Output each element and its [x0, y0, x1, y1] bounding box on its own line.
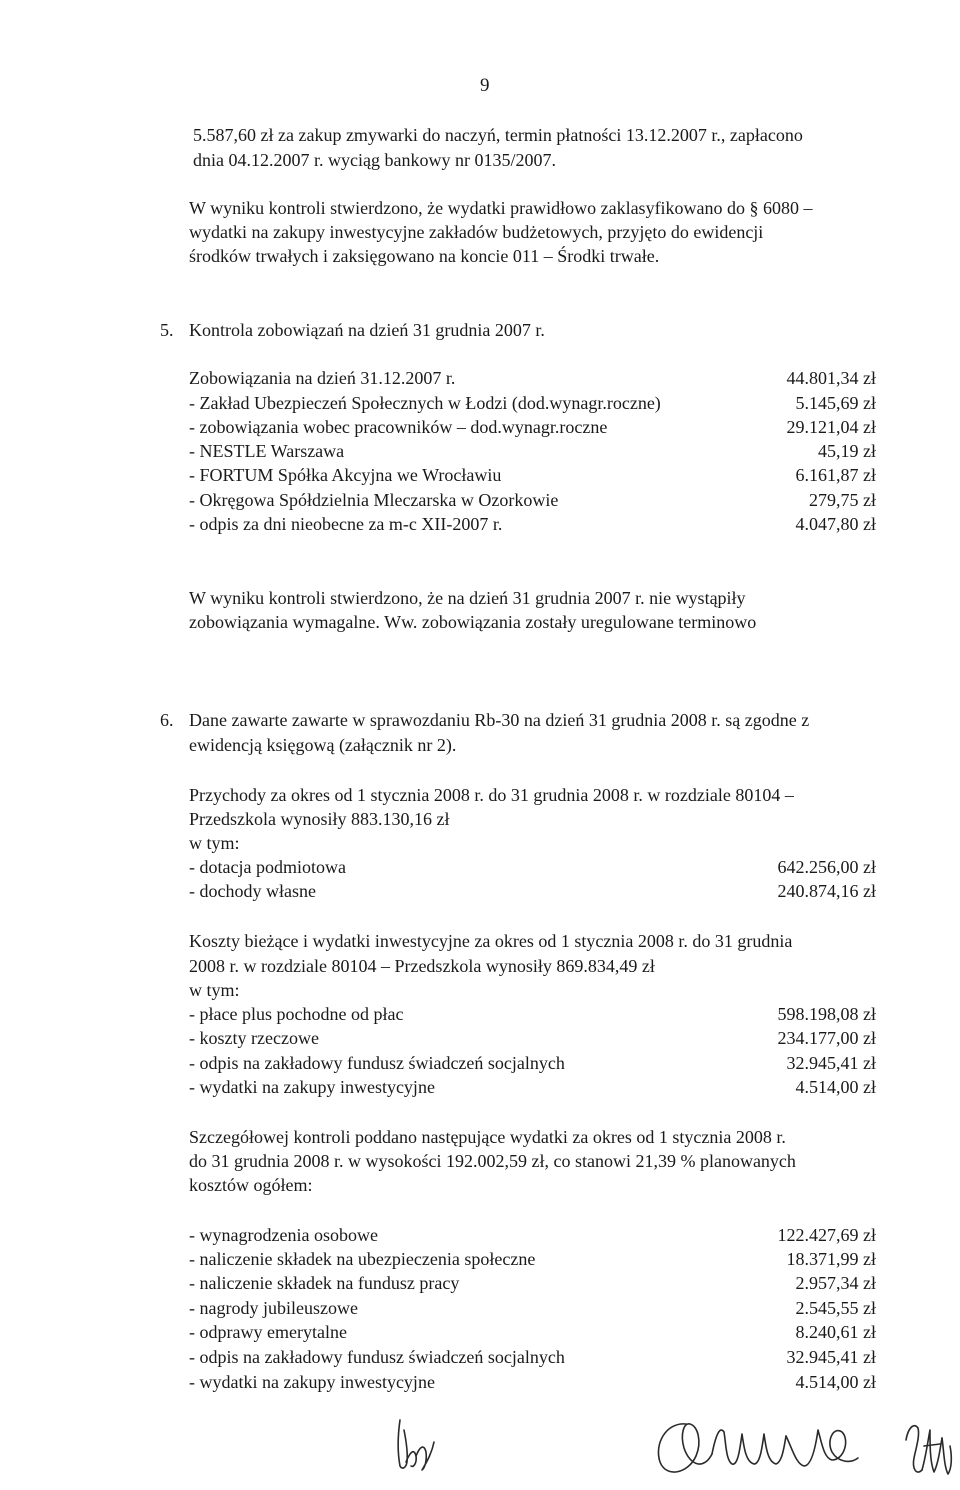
liability-amount: 44.801,34 zł [786, 368, 876, 388]
liability-label: - Okręgowa Spółdzielnia Mleczarska w Ozorkowie [189, 490, 559, 510]
income-line-1: Przychody za okres od 1 stycznia 2008 r. do 31 grudnia 2008 r. w rozdziale 80104 – [189, 785, 794, 805]
liability-amount: 279,75 zł [809, 490, 876, 510]
section-6-number: 6. [160, 710, 174, 730]
income-amount: 240.874,16 zł [777, 881, 876, 901]
detail-amount: 2.957,34 zł [795, 1273, 876, 1293]
income-wtym: w tym: [189, 833, 240, 853]
cost-amount: 598.198,08 zł [777, 1004, 876, 1024]
detail-label: - odpis na zakładowy fundusz świadczeń socjalnych [189, 1347, 565, 1367]
paragraph-1-line-3: środków trwałych i zaksięgowano na koncie 011 – Środki trwałe. [189, 246, 660, 266]
detail-amount: 2.545,55 zł [795, 1298, 876, 1318]
liability-label: - zobowiązania wobec pracowników – dod.wynagr.roczne [189, 417, 608, 437]
detail-amount: 4.514,00 zł [795, 1372, 876, 1392]
cost-label: - koszty rzeczowe [189, 1028, 319, 1048]
paragraph-1-line-1: W wyniku kontroli stwierdzono, że wydatki prawidłowo zaklasyfikowano do § 6080 – [189, 198, 813, 218]
signature-initials-left [392, 1412, 442, 1474]
section-5-heading: Kontrola zobowiązań na dzień 31 grudnia 2007 r. [189, 320, 545, 340]
section-5-conclusion-line-1: W wyniku kontroli stwierdzono, że na dzień 31 grudnia 2007 r. nie wystąpiły [189, 588, 746, 608]
detail-amount: 32.945,41 zł [786, 1347, 876, 1367]
liability-amount: 45,19 zł [818, 441, 876, 461]
costs-wtym: w tym: [189, 980, 240, 1000]
liability-label: - NESTLE Warszawa [189, 441, 345, 461]
liability-amount: 4.047,80 zł [795, 514, 876, 534]
section-5-number: 5. [160, 320, 174, 340]
cost-amount: 32.945,41 zł [786, 1053, 876, 1073]
costs-line-2: 2008 r. w rozdziale 80104 – Przedszkola wynosiły 869.834,49 zł [189, 956, 655, 976]
income-line-2: Przedszkola wynosiły 883.130,16 zł [189, 809, 450, 829]
cost-label: - wydatki na zakupy inwestycyjne [189, 1077, 435, 1097]
costs-line-1: Koszty bieżące i wydatki inwestycyjne za okres od 1 stycznia 2008 r. do 31 grudnia [189, 931, 793, 951]
cost-label: - płace plus pochodne od płac [189, 1004, 404, 1024]
detail-amount: 18.371,99 zł [786, 1249, 876, 1269]
detail-label: - wydatki na zakupy inwestycyjne [189, 1372, 435, 1392]
liability-label: - odpis za dni nieobecne za m-c XII-2007 r. [189, 514, 503, 534]
income-label: - dochody własne [189, 881, 316, 901]
detail-line-1: Szczegółowej kontroli poddano następujące wydatki za okres od 1 stycznia 2008 r. [189, 1127, 786, 1147]
detail-label: - wynagrodzenia osobowe [189, 1225, 378, 1245]
liability-amount: 5.145,69 zł [795, 393, 876, 413]
liability-label: - Zakład Ubezpieczeń Społecznych w Łodzi (dod.wynagr.roczne) [189, 393, 661, 413]
cost-label: - odpis na zakładowy fundusz świadczeń socjalnych [189, 1053, 565, 1073]
section-6-line-1: Dane zawarte zawarte w sprawozdaniu Rb-30 na dzień 31 grudnia 2008 r. są zgodne z [189, 710, 810, 730]
income-amount: 642.256,00 zł [777, 857, 876, 877]
detail-line-3: kosztów ogółem: [189, 1175, 313, 1195]
section-6-line-2: ewidencją księgową (załącznik nr 2). [189, 735, 457, 755]
income-label: - dotacja podmiotowa [189, 857, 346, 877]
detail-label: - nagrody jubileuszowe [189, 1298, 358, 1318]
detail-label: - naliczenie składek na ubezpieczenia społeczne [189, 1249, 536, 1269]
liability-label: Zobowiązania na dzień 31.12.2007 r. [189, 368, 456, 388]
signature-initials-right [900, 1410, 956, 1480]
liability-label: - FORTUM Spółka Akcyjna we Wrocławiu [189, 465, 502, 485]
detail-amount: 122.427,69 zł [777, 1225, 876, 1245]
detail-amount: 8.240,61 zł [795, 1322, 876, 1342]
detail-line-2: do 31 grudnia 2008 r. w wysokości 192.002,59 zł, co stanowi 21,39 % planowanych [189, 1151, 796, 1171]
signature-main [646, 1404, 866, 1484]
intro-line-1: 5.587,60 zł za zakup zmywarki do naczyń, termin płatności 13.12.2007 r., zapłacono [193, 125, 803, 145]
liability-amount: 6.161,87 zł [795, 465, 876, 485]
liability-amount: 29.121,04 zł [786, 417, 876, 437]
page-number: 9 [480, 75, 490, 96]
cost-amount: 234.177,00 zł [777, 1028, 876, 1048]
detail-label: - odprawy emerytalne [189, 1322, 347, 1342]
section-5-conclusion-line-2: zobowiązania wymagalne. Ww. zobowiązania zostały uregulowane terminowo [189, 612, 757, 632]
paragraph-1-line-2: wydatki na zakupy inwestycyjne zakładów budżetowych, przyjęto do ewidencji [189, 222, 764, 242]
cost-amount: 4.514,00 zł [795, 1077, 876, 1097]
intro-line-2: dnia 04.12.2007 r. wyciąg bankowy nr 0135/2007. [193, 150, 556, 170]
detail-label: - naliczenie składek na fundusz pracy [189, 1273, 460, 1293]
